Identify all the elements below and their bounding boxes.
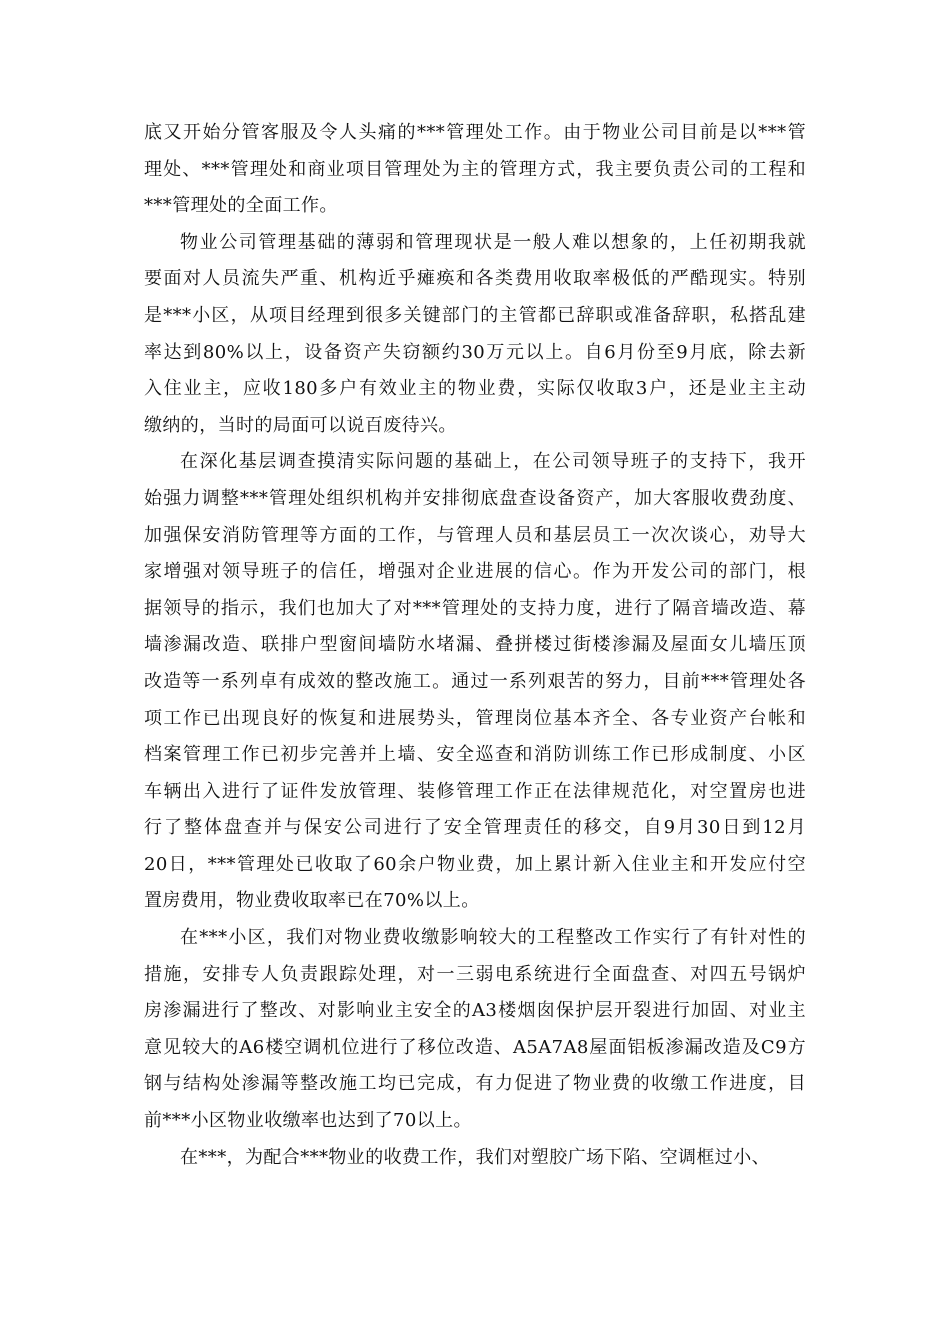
text-line: 底又开始分管客服及令人头痛的***管理处工作。由于物业公司目前是以***管 — [144, 122, 806, 143]
text-line: 置房费用，物业费收取率已在70%以上。 — [144, 890, 480, 912]
text-line: 改造等一系列卓有成效的整改施工。通过一系列艰苦的努力，目前***管理处各 — [144, 670, 806, 692]
text-line: 前***小区物业收缴率也达到了70以上。 — [144, 1110, 472, 1132]
text-line: 车辆出入进行了证件发放管理、装修管理工作正在法律规范化，对空置房也进 — [144, 780, 806, 802]
paragraph — [144, 115, 806, 225]
text-line: 缴纳的，当时的局面可以说百废待兴。 — [144, 414, 457, 436]
text-line: 项工作已出现良好的恢复和进展势头，管理岗位基本齐全、各专业资产台帐和 — [144, 707, 806, 729]
text-line: 加强保安消防管理等方面的工作，与管理人员和基层员工一次次谈心，劝导大 — [144, 524, 806, 546]
text-line: 要面对人员流失严重、机构近乎瘫痪和各类费用收取率极低的严酷现实。特别 — [144, 268, 806, 290]
text-line: 物业公司管理基础的薄弱和管理现状是一般人难以想象的，上任初期我就 — [180, 231, 806, 253]
text-line: 房渗漏进行了整改、对影响业主安全的A3楼烟囱保护层开裂进行加固、对业主 — [144, 1000, 806, 1022]
text-line: 意见较大的A6楼空调机位进行了移位改造、A5A7A8屋面铝板渗漏改造及C9方 — [144, 1036, 806, 1058]
document-body — [144, 115, 806, 1176]
text-line: 在深化基层调查摸清实际问题的基础上，在公司领导班子的支持下，我开 — [180, 451, 806, 473]
text-line: 入住业主，应收180多户有效业主的物业费，实际仅收取3户，还是业主主动 — [144, 378, 806, 400]
text-line: 始强力调整***管理处组织机构并安排彻底盘查设备资产，加大客服收费劲度、 — [144, 487, 806, 509]
text-line: 理处、***管理处和商业项目管理处为主的管理方式，我主要负责公司的工程和 — [144, 158, 806, 180]
text-line: 在***小区，我们对物业费收缴影响较大的工程整改工作实行了有针对性的 — [180, 927, 806, 949]
text-line: 在***，为配合***物业的收费工作，我们对塑胶广场下陷、空调框过小、 — [180, 1146, 770, 1168]
text-line: 据领导的指示，我们也加大了对***管理处的支持力度，进行了隔音墙改造、幕 — [144, 597, 806, 619]
text-line: 是***小区，从项目经理到很多关键部门的主管都已辞职或准备辞职，私搭乱建 — [144, 304, 806, 326]
text-line: 率达到80%以上，设备资产失窃额约30万元以上。自6月份至9月底，除去新 — [144, 341, 806, 363]
text-line: 20日，***管理处已收取了60余户物业费，加上累计新入住业主和开发应付空 — [144, 853, 806, 875]
text-line: 措施，安排专人负责跟踪处理，对一三弱电系统进行全面盘查、对四五号锅炉 — [144, 963, 806, 985]
text-line: 墙渗漏改造、联排户型窗间墙防水堵漏、叠拼楼过街楼渗漏及屋面女儿墙压顶 — [144, 634, 806, 656]
paragraph — [144, 225, 806, 445]
text-line: 档案管理工作已初步完善并上墙、安全巡查和消防训练工作已形成制度、小区 — [144, 744, 806, 766]
text-line: ***管理处的全面工作。 — [144, 195, 338, 217]
text-line: 钢与结构处渗漏等整改施工均已完成，有力促进了物业费的收缴工作进度，目 — [144, 1073, 806, 1095]
text-line: 行了整体盘查并与保安公司进行了安全管理责任的移交，自9月30日到12月 — [144, 817, 806, 839]
paragraph — [144, 444, 806, 920]
paragraph — [144, 920, 806, 1140]
paragraph — [144, 1140, 806, 1177]
text-line: 家增强对领导班子的信任，增强对企业进展的信心。作为开发公司的部门，根 — [144, 561, 806, 583]
